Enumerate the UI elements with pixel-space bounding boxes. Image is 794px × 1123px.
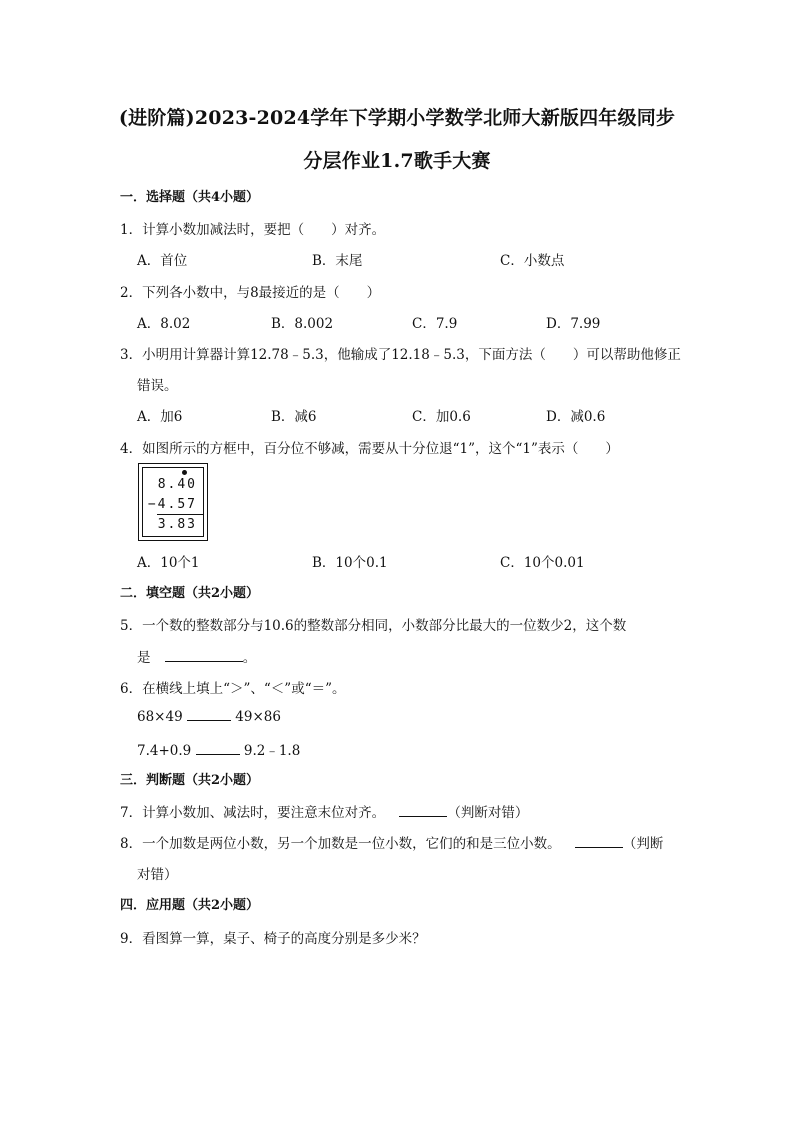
question-6-e1-blank[interactable] bbox=[187, 708, 231, 721]
section-heading-fill: 二．填空题（共2小题） bbox=[120, 586, 260, 601]
question-3-option-a: A．加6 bbox=[137, 409, 183, 425]
result-rule bbox=[157, 514, 203, 515]
question-3-option-c: C．加0.6 bbox=[412, 409, 471, 425]
question-1-option-c: C．小数点 bbox=[500, 253, 565, 269]
question-6-e1-left: 68×49 bbox=[137, 709, 183, 725]
borrow-dot bbox=[182, 470, 187, 475]
question-6-stem: 6．在横线上填上“＞”、“＜”或“＝”。 bbox=[120, 681, 346, 697]
question-7-stem: 7．计算小数加、减法时，要注意末位对齐。 bbox=[120, 805, 386, 821]
question-5-answer-blank[interactable] bbox=[165, 649, 243, 662]
question-1-stem: 1．计算小数加减法时，要把（ ）对齐。 bbox=[120, 222, 386, 238]
question-8-stem: 8．一个加数是两位小数，另一个加数是一位小数，它们的和是三位小数。 bbox=[120, 836, 561, 852]
question-5-stem-cont bbox=[137, 646, 256, 666]
title-line-1: (进阶篇)2023-2024学年下学期小学数学北师大新版四年级同步 bbox=[118, 107, 676, 129]
question-2-option-a: A．8.02 bbox=[137, 316, 191, 332]
question-8-stem-cont: 对错） bbox=[137, 867, 178, 883]
question-6-expression-2 bbox=[137, 739, 300, 759]
question-6-e2-blank[interactable] bbox=[196, 742, 240, 755]
question-6-e1-right: 49×86 bbox=[235, 709, 281, 725]
question-2-stem: 2．下列各小数中，与8最接近的是（ ） bbox=[120, 285, 381, 301]
question-3-stem-cont: 错误。 bbox=[137, 378, 178, 394]
subtraction-figure-inner-box bbox=[142, 467, 204, 537]
section-heading-judge: 三．判断题（共2小题） bbox=[120, 773, 260, 788]
question-3-stem: 3．小明用计算器计算12.78﹣5.3，他输成了12.18﹣5.3，下面方法（ ）可以帮助他修正 bbox=[120, 347, 681, 363]
question-1-option-a: A．首位 bbox=[137, 253, 188, 269]
question-6-expression-1 bbox=[137, 708, 281, 725]
subtrahend: −4.57 bbox=[147, 497, 197, 512]
question-6-e2-left: 7.4+0.9 bbox=[137, 743, 192, 759]
question-9-stem: 9．看图算一算，桌子、椅子的高度分别是多少米？ bbox=[120, 931, 426, 947]
difference: 3.83 bbox=[157, 517, 197, 532]
question-5-suffix: 。 bbox=[242, 650, 257, 666]
section-heading-choice: 一．选择题（共4小题） bbox=[120, 190, 260, 205]
title-line-2: 分层作业1.7歌手大赛 bbox=[303, 150, 491, 172]
question-7-suffix: （判断对错） bbox=[447, 805, 529, 821]
minuend: 8.40 bbox=[157, 477, 197, 492]
question-2-option-b: B．8.002 bbox=[271, 316, 334, 332]
question-4-option-c: C．10个0.01 bbox=[500, 555, 585, 571]
question-8-answer-blank[interactable] bbox=[575, 835, 623, 848]
question-7-line bbox=[120, 801, 528, 821]
question-4-option-b: B．10个0.1 bbox=[312, 555, 388, 571]
section-heading-application: 四．应用题（共2小题） bbox=[120, 898, 260, 913]
question-4-option-a: A．10个1 bbox=[137, 555, 200, 571]
question-8-suffix: （判断 bbox=[622, 836, 664, 852]
question-7-answer-blank[interactable] bbox=[399, 804, 447, 817]
question-3-option-b: B．减6 bbox=[271, 409, 317, 425]
question-1-option-b: B．末尾 bbox=[312, 253, 363, 269]
question-4-stem: 4．如图所示的方框中，百分位不够减，需要从十分位退“1”，这个“1”表示（ ） bbox=[120, 441, 619, 457]
question-5-prefix: 是 bbox=[137, 650, 151, 666]
question-2-option-c: C．7.9 bbox=[412, 316, 458, 332]
question-5-stem: 5．一个数的整数部分与10.6的整数部分相同，小数部分比最大的一位数少2，这个数 bbox=[120, 618, 627, 634]
question-8-line bbox=[120, 832, 663, 852]
question-6-e2-right: 9.2﹣1.8 bbox=[243, 743, 301, 759]
question-2-option-d: D．7.99 bbox=[546, 316, 601, 332]
question-3-option-d: D．减0.6 bbox=[546, 409, 606, 425]
subtraction-figure bbox=[138, 463, 208, 541]
